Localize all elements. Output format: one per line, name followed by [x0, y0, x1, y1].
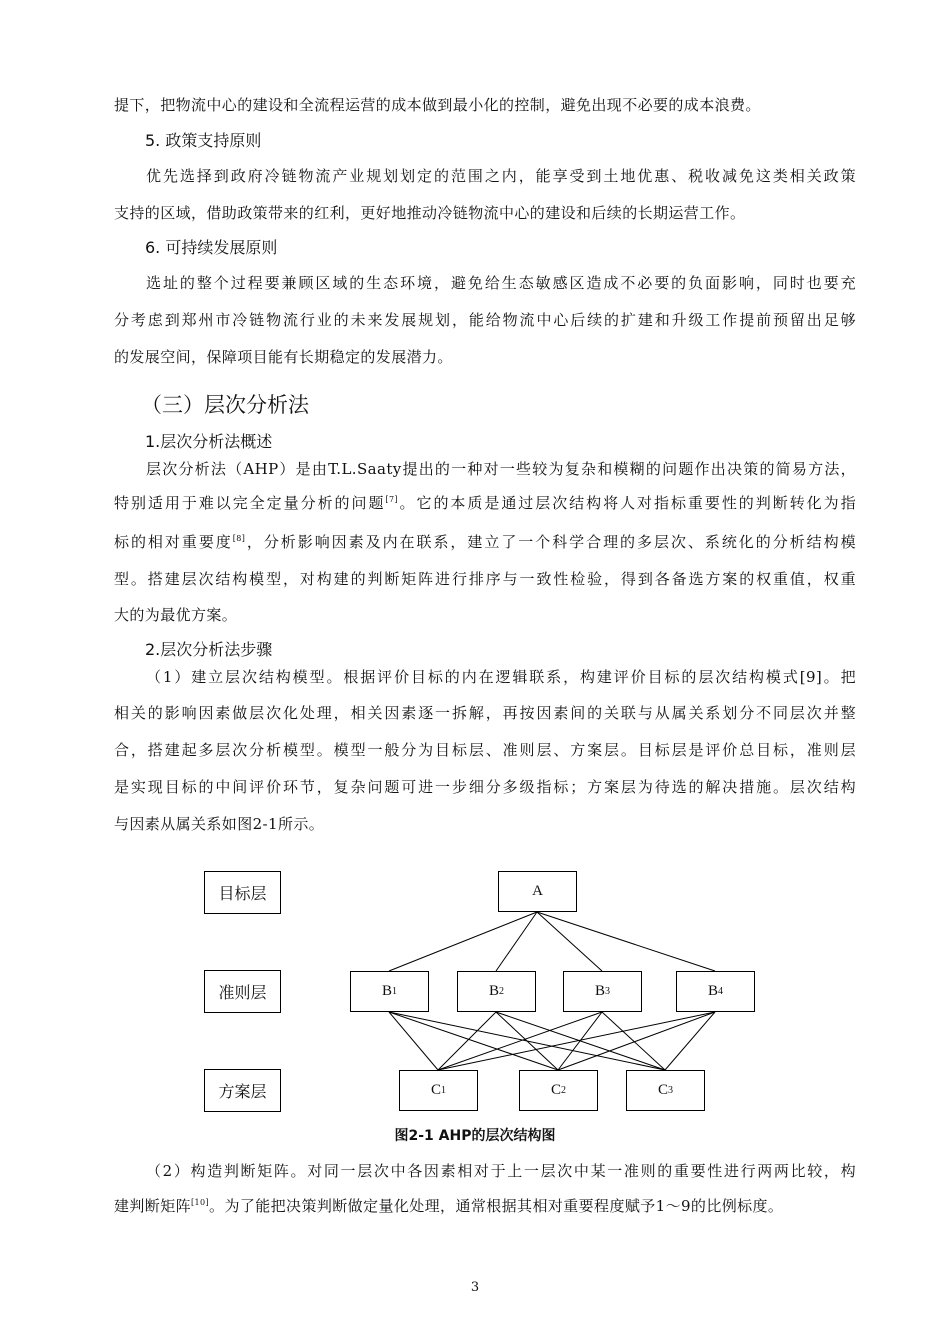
paragraph-line: 大的为最优方案。 [114, 606, 238, 624]
alternative-node [519, 1070, 598, 1111]
figure-caption: 图2-1 AHP的层次结构图 [394, 1128, 556, 1144]
node-letter: B [381, 983, 392, 999]
paragraph-line: 分考虑到郑州市冷链物流行业的未来发展规划，能给物流中心后续的扩建和升级工作提前预留出足够 [114, 311, 856, 329]
layer-label-criteria: 准则层 [204, 970, 281, 1013]
citation-ref: [7] [385, 495, 398, 504]
paragraph-line: 型。搭建层次结构模型，对构建的判断矩阵进行排序与一致性检验，得到各备选方案的权重值，权重 [114, 570, 856, 588]
heading-policy-principle: 5. 政策支持原则 [145, 131, 262, 150]
node-subscript: 3 [605, 986, 610, 997]
node-subscript: 2 [499, 986, 504, 997]
node-subscript: 1 [441, 1085, 446, 1096]
node-letter: B [594, 983, 605, 999]
text-span: 。它的本质是通过层次结构将人对指标重要性的判断转化为指 [397, 494, 856, 512]
node-subscript: 4 [718, 986, 723, 997]
heading-ahp-steps: 2.层次分析法步骤 [145, 640, 273, 659]
layer-label-alternatives: 方案层 [204, 1069, 281, 1112]
paragraph-line: 层次分析法（AHP）是由T.L.Saaty提出的一种对一些较为复杂和模糊的问题作出决策的简易方法， [146, 460, 856, 478]
criterion-node [676, 971, 755, 1012]
citation-ref: [8] [232, 534, 246, 543]
alternative-node [626, 1070, 705, 1111]
connector-line [496, 912, 537, 971]
node-letter: B [488, 983, 499, 999]
connector-line [602, 1012, 665, 1070]
page-number: 3 [470, 1280, 480, 1295]
goal-node: A [498, 871, 577, 912]
connector-line [496, 1012, 558, 1070]
connector-line [389, 1012, 558, 1070]
alternative-node [399, 1070, 478, 1111]
text-span: 。为了能把决策判断做定量化处理，通常根据其相对重要程度赋予1～9的比例标度。 [209, 1197, 784, 1215]
section-heading-ahp: （三）层次分析法 [141, 393, 309, 417]
connector-line [438, 1012, 496, 1070]
paragraph-line: 的发展空间，保障项目能有长期稳定的发展潜力。 [114, 348, 453, 366]
paragraph-line: 支持的区域，借助政策带来的红利，更好地推动冷链物流中心的建设和后续的长期运营工作。 [114, 204, 746, 222]
node-letter: C [430, 1082, 441, 1098]
paragraph-line: 与因素从属关系如图2-1所示。 [114, 815, 325, 833]
text-span: 特别适用于难以完全定量分析的问题 [114, 494, 386, 512]
connector-line [389, 912, 537, 971]
paragraph-line: 相关的影响因素做层次化处理，相关因素逐一拆解，再按因素间的关联与从属关系划分不同层次并整 [114, 704, 856, 722]
paragraph-line: 优先选择到政府冷链物流产业规划划定的范围之内，能享受到土地优惠、税收减免这类相关政策 [146, 167, 856, 185]
text-span: ，分析影响因素及内在联系，建立了一个科学合理的多层次、系统化的分析结构模 [245, 533, 856, 551]
paragraph-line: 选址的整个过程要兼顾区域的生态环境，避免给生态敏感区造成不必要的负面影响，同时也要充 [146, 274, 856, 292]
paragraph-line: （2）构造判断矩阵。对同一层次中各因素相对于上一层次中某一准则的重要性进行两两比较，构 [146, 1162, 856, 1180]
node-letter: C [550, 1082, 561, 1098]
connector-line [537, 912, 715, 971]
layer-label-goal: 目标层 [204, 871, 281, 914]
paragraph-line: 是实现目标的中间评价环节，复杂问题可进一步细分多级指标；方案层为待选的解决措施。层次结构 [114, 778, 856, 796]
node-subscript: 2 [561, 1085, 566, 1096]
paragraph-line: 合，搭建起多层次分析模型。模型一般分为目标层、准则层、方案层。目标层是评价总目标，准则层 [114, 741, 856, 759]
node-subscript: 3 [668, 1085, 673, 1096]
connector-line [537, 912, 602, 971]
paragraph-line: （1）建立层次结构模型。根据评价目标的内在逻辑联系，构建评价目标的层次结构模式[9]。把 [146, 668, 856, 686]
heading-ahp-overview: 1.层次分析法概述 [145, 432, 273, 451]
paragraph-line: 提下，把物流中心的建设和全流程运营的成本做到最小化的控制，避免出现不必要的成本浪费。 [114, 96, 761, 114]
criterion-node [563, 971, 642, 1012]
criterion-node [457, 971, 536, 1012]
citation-ref: [10] [191, 1198, 210, 1207]
connector-line [558, 1012, 602, 1070]
node-subscript: 1 [392, 986, 397, 997]
paragraph-line [114, 1196, 856, 1216]
node-letter: B [707, 983, 718, 999]
heading-sustainability-principle: 6. 可持续发展原则 [145, 238, 278, 257]
text-span: 标的相对重要度 [114, 533, 233, 551]
node-letter: C [657, 1082, 668, 1098]
criterion-node [350, 971, 429, 1012]
text-span: 建判断矩阵 [114, 1197, 192, 1215]
